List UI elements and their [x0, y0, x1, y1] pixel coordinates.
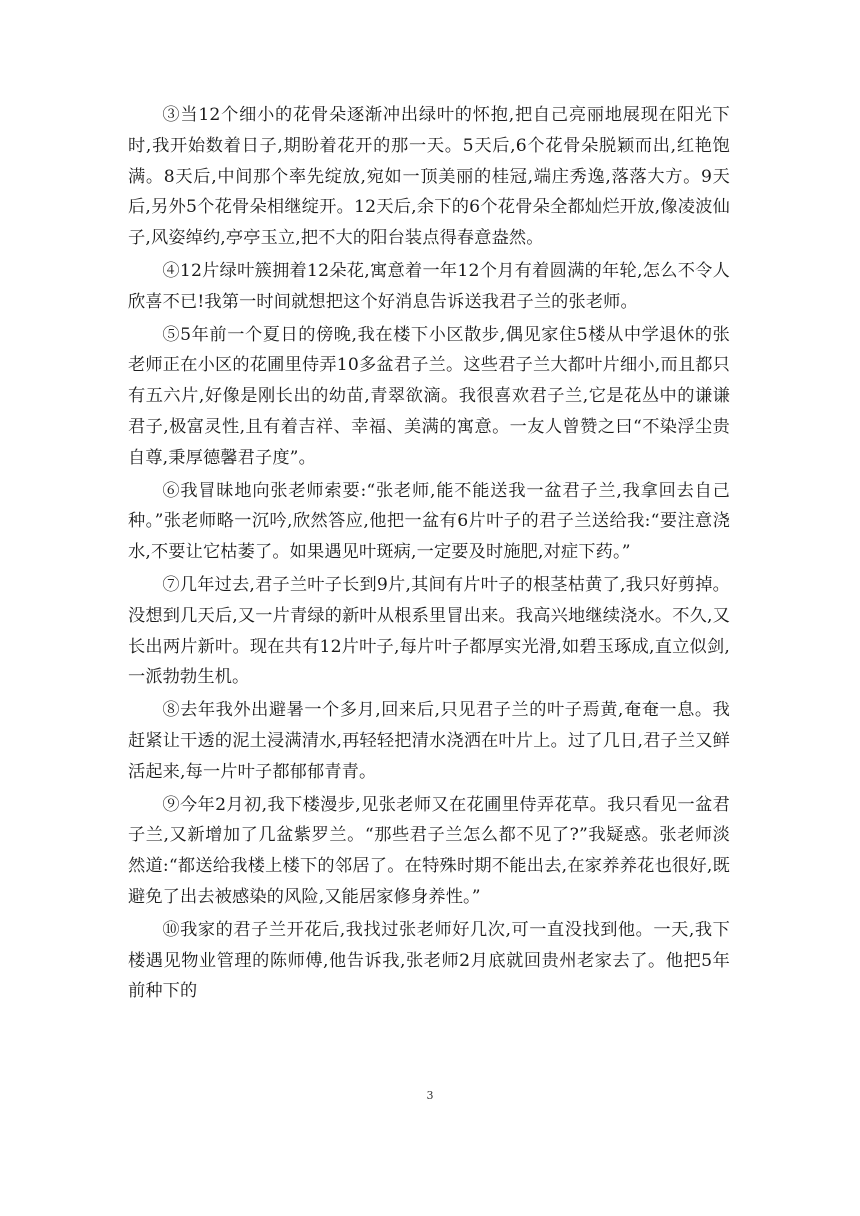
paragraph-3: ③当12个细小的花骨朵逐渐冲出绿叶的怀抱,把自己亮丽地展现在阳光下时,我开始数着日子,期盼着花开的那一天。5天后,6个花骨朵脱颖而出,红艳饱满。8天后,中间那个率先绽放,宛如一顶美丽的桂冠,端庄秀逸,落落大方。9天后,另外5个花骨朵相继绽开。12天后,余下的6个花骨朵全都灿烂开放,像凌波仙子,风姿绰约,亭亭玉立,把不大的阳台装点得春意盎然。: [128, 105, 730, 249]
page-number: 3: [426, 1089, 434, 1102]
document-body: [128, 100, 730, 1009]
paragraph-8: ⑧去年我外出避暑一个多月,回来后,只见君子兰的叶子焉黄,奄奄一息。我赶紧让干透的泥土浸满清水,再轻轻把清水浇洒在叶片上。过了几日,君子兰又鲜活起来,每一片叶子都郁郁青青。: [128, 700, 730, 782]
paragraph-7: ⑦几年过去,君子兰叶子长到9片,其间有片叶子的根茎枯黄了,我只好剪掉。没想到几天后,又一片青绿的新叶从根系里冒出来。我高兴地继续浇水。不久,又长出两片新叶。现在共有12片叶子,每片叶子都厚实光滑,如碧玉琢成,直立似剑,一派勃勃生机。: [128, 574, 730, 688]
paragraph-4: ④12片绿叶簇拥着12朵花,寓意着一年12个月有着圆满的年轮,怎么不令人欣喜不已!我第一时间就想把这个好消息告诉送我君子兰的张老师。: [128, 260, 730, 312]
paragraph-6: ⑥我冒昧地向张老师索要:“张老师,能不能送我一盆君子兰,我拿回去自己种。”张老师略一沉吟,欣然答应,他把一盆有6片叶子的君子兰送给我:“要注意浇水,不要让它枯萎了。如果遇见叶斑病,一定要及时施肥,对症下药。”: [128, 480, 730, 563]
paragraph-9: ⑨今年2月初,我下楼漫步,见张老师又在花圃里侍弄花草。我只看见一盆君子兰,又新增加了几盆紫罗兰。“那些君子兰怎么都不见了?”我疑惑。张老师淡然道:“都送给我楼上楼下的邻居了。在特殊时期不能出去,在家养养花也很好,既避免了出去被感染的风险,又能居家修身养性。”: [128, 794, 730, 907]
paragraph-5: ⑤5年前一个夏日的傍晚,我在楼下小区散步,偶见家住5楼从中学退休的张老师正在小区的花圃里侍弄10多盆君子兰。这些君子兰大都叶片细小,而且都只有五六片,好像是刚长出的幼苗,青翠欲滴。我很喜欢君子兰,它是花丛中的谦谦君子,极富灵性,且有着吉祥、幸福、美满的寓意。一友人曾赞之曰“不染浮尘贵自尊,秉厚德馨君子度”。: [128, 324, 730, 468]
paragraph-10: ⑩我家的君子兰开花后,我找过张老师好几次,可一直没找到他。一天,我下楼遇见物业管理的陈师傅,他告诉我,张老师2月底就回贵州老家去了。他把5年前种下的: [128, 919, 730, 1002]
